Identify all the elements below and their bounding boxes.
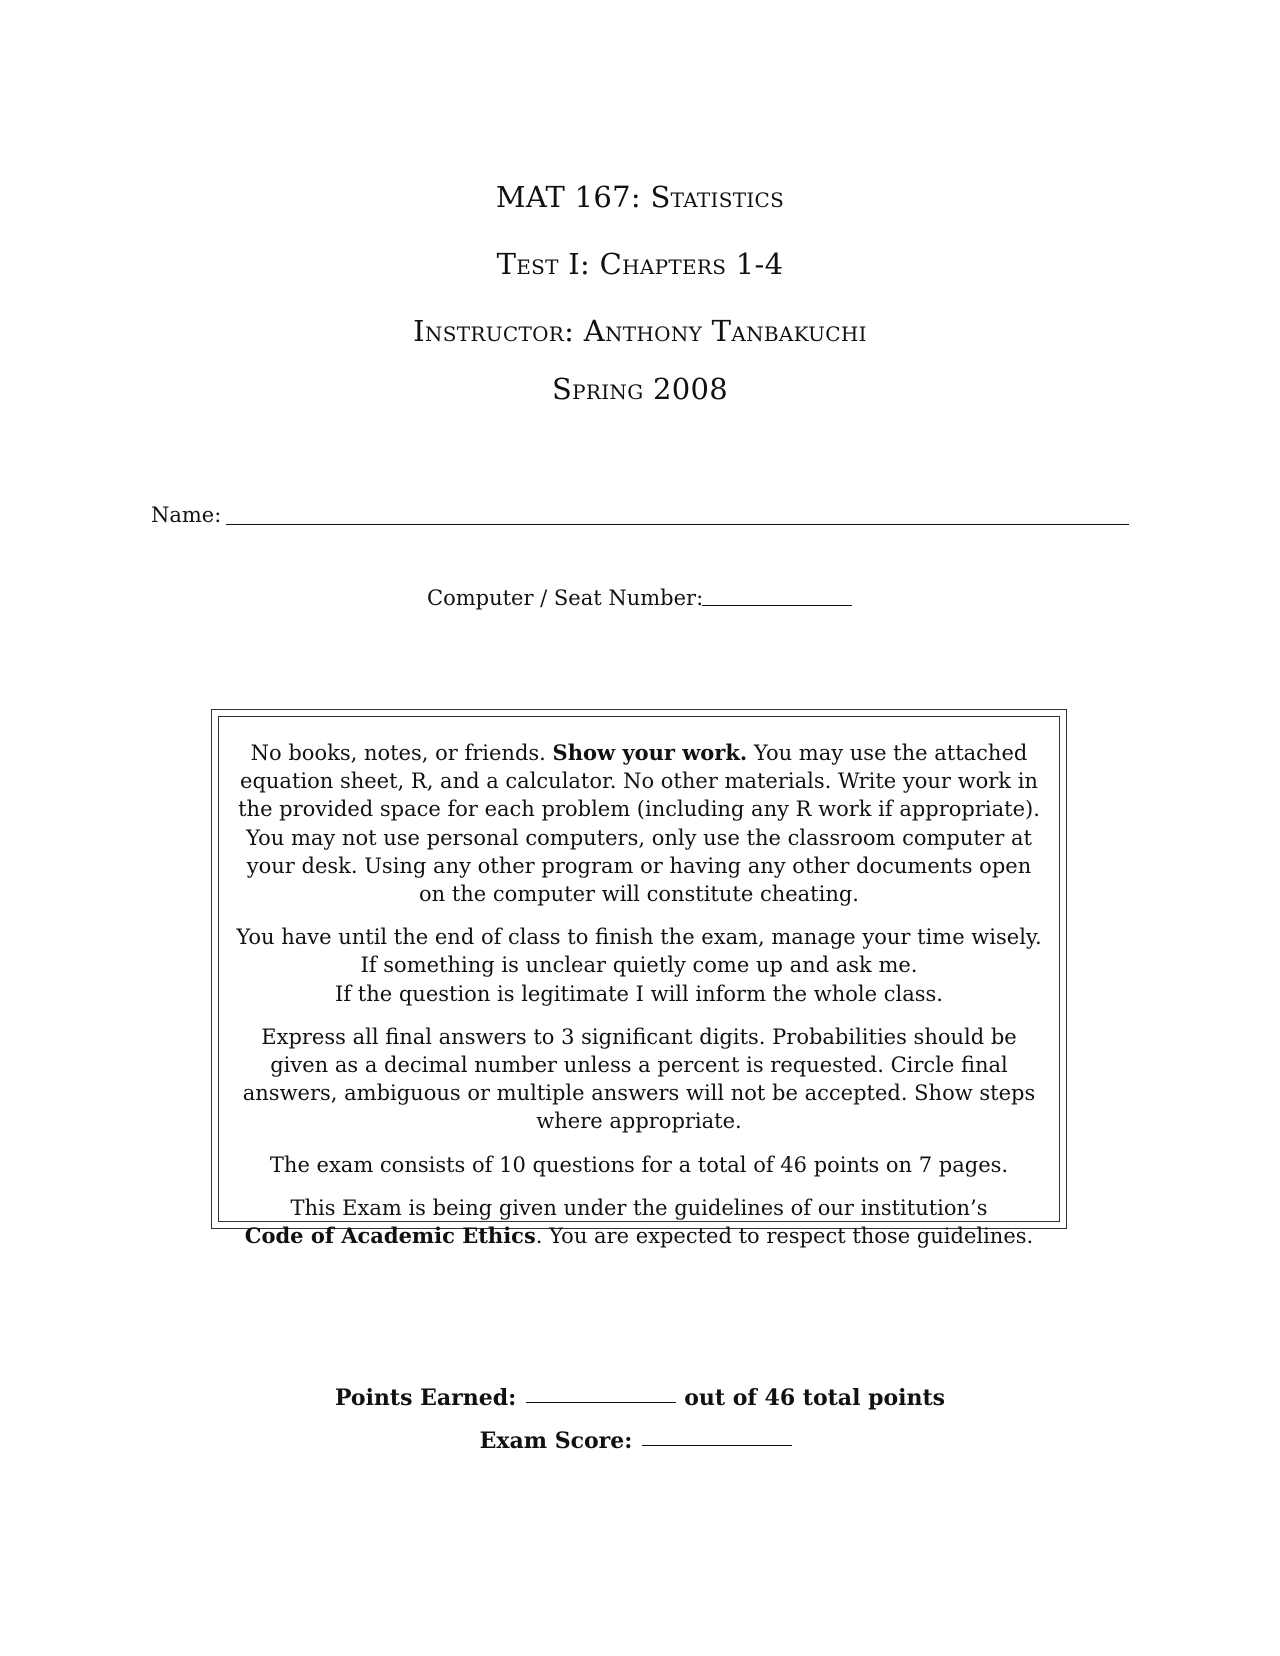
- points-total-text: out of 46 total points: [684, 1385, 946, 1411]
- ethics-line-1: This Exam is being given under the guidelines of our institution’s: [290, 1195, 988, 1220]
- rules-text-rest: You may use the attached equation sheet, R, and a calculator. No other materials. Write your work in the provided space for each problem (including any R work if appropriate). You may not use personal computers, only use the classroom computer at your desk. Using any other program or having any other documents open on the computer will constitute cheating.: [238, 741, 1040, 907]
- name-field-line: [226, 524, 1129, 525]
- course-title: MAT 167: Statistics: [495, 180, 785, 214]
- name-label: Name:: [151, 503, 222, 527]
- rules-text-start: No books, notes, or friends.: [250, 741, 553, 765]
- exam-score-row: [0, 1428, 1280, 1454]
- instructions-box: [211, 709, 1067, 1249]
- instructions-rules-paragraph: [231, 739, 1047, 908]
- term-line: Spring 2008: [551, 372, 729, 406]
- time-line-1: You have until the end of class to finish the exam, manage your time wisely.: [236, 925, 1042, 950]
- seat-number-label: Computer / Seat Number:: [427, 586, 704, 610]
- points-earned-row: [0, 1385, 1280, 1411]
- instructions-time-paragraph: [231, 923, 1047, 1008]
- points-earned-label: Points Earned:: [334, 1385, 517, 1411]
- time-line-2: If something is unclear quietly come up and ask me.: [360, 953, 918, 978]
- ethics-line-2: . You are expected to respect those guidelines.: [535, 1224, 1034, 1249]
- points-earned-blank: [526, 1402, 676, 1403]
- instructions-box-inner: [218, 716, 1060, 1249]
- test-title: Test I: Chapters 1-4: [496, 247, 784, 281]
- instructions-exam-size-paragraph: The exam consists of 10 questions for a total of 46 points on 7 pages.: [269, 1152, 1009, 1177]
- exam-score-blank: [642, 1445, 792, 1446]
- instructions-ethics-paragraph: [231, 1194, 1047, 1250]
- seat-number-field-line: [702, 605, 852, 606]
- instructor-line: Instructor: Anthony Tanbakuchi: [413, 314, 867, 348]
- exam-score-label: Exam Score:: [479, 1428, 633, 1454]
- ethics-code-emphasis: Code of Academic Ethics: [244, 1223, 536, 1249]
- instructions-answers-paragraph: Express all final answers to 3 significant digits. Probabilities should be given as a decimal number unless a percent is requested. Circle final answers, ambiguous or multiple answers will not be accepted. Show steps where appropriate.: [242, 1024, 1036, 1134]
- time-line-3: If the question is legitimate I will inform the whole class.: [335, 981, 943, 1006]
- show-work-emphasis: Show your work.: [552, 740, 748, 765]
